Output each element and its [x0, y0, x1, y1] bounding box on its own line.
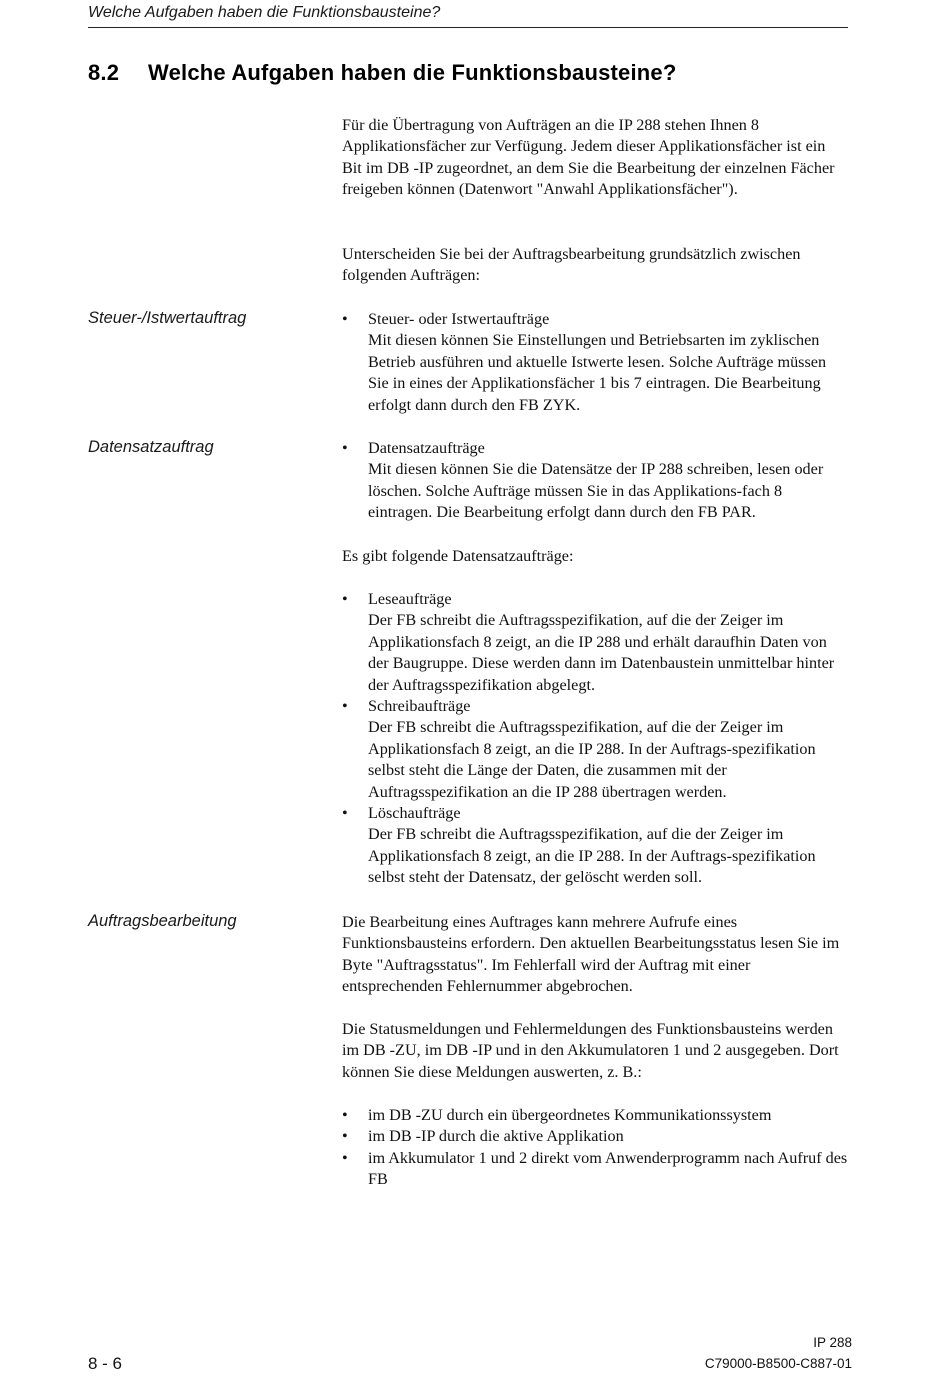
bearbeitung-paragraph-1	[342, 912, 848, 998]
list-item	[342, 1126, 848, 1147]
list-item	[342, 589, 848, 696]
datensatz-type-text: Der FB schreibt die Auftragsspezifikation, auf die der Zeiger im Applikationsfach 8 zeigt, an die IP 288. In der Auftrags-spezifikation selbst steht der Datensatz, der gelöscht werden soll.	[368, 825, 816, 887]
datensatz-intro	[342, 546, 848, 567]
intro-paragraph-2	[342, 244, 848, 287]
order-type-title: Datensatzaufträge	[368, 439, 485, 457]
datensatz-type-title: Löschaufträge	[368, 804, 461, 823]
order-type-title: Steuer- oder Istwertaufträge	[368, 310, 550, 328]
bearbeitung-bullet-text: im DB -ZU durch ein übergeordnetes Kommunikationssystem	[368, 1106, 772, 1124]
margin-label-datensatz: Datensatzauftrag	[88, 438, 214, 456]
footer-product: IP 288	[813, 1335, 852, 1350]
bullet-icon: •	[342, 804, 348, 823]
datensatz-type-list	[342, 589, 848, 889]
order-type-list-2	[342, 438, 848, 524]
bullet-icon: •	[342, 1106, 348, 1124]
margin-label-steuer: Steuer-/Istwertauftrag	[88, 309, 247, 327]
bullet-icon: •	[342, 1127, 348, 1146]
bullet-icon: •	[342, 310, 348, 328]
datensatz-type-text: Der FB schreibt die Auftragsspezifikation, auf die der Zeiger im Applikationsfach 8 zeigt, an die IP 288 und erhält daraufhin Daten von der Baugruppe. Diese werden dann im Datenbaustein unmittelbar hinter der Auftragsspezifikation abgelegt.	[368, 611, 835, 694]
list-item	[342, 438, 848, 524]
intro-paragraph-1	[342, 115, 848, 201]
list-item	[342, 803, 848, 889]
footer-doc-number: C79000-B8500-C887-01	[704, 1356, 852, 1371]
header-rule	[88, 27, 848, 28]
order-type-text: Mit diesen können Sie Einstellungen und Betriebsarten im zyklischen Betrieb ausführen und aktuelle Istwerte lesen. Solche Aufträge müssen Sie in eines der Applikationsfächer 1 bis 7 eintragen. Die Bearbeitung erfolgt dann durch den FB ZYK.	[368, 331, 827, 414]
bearbeitung-bullet-text: im Akkumulator 1 und 2 direkt vom Anwenderprogramm nach Aufruf des FB	[368, 1148, 848, 1189]
section-title	[88, 60, 677, 86]
order-type-text: Mit diesen können Sie die Datensätze der IP 288 schreiben, lesen oder löschen. Solche Aufträge müssen Sie in das Applikations-fach 8 eintragen. Die Bearbeitung erfolgt dann durch den FB PAR.	[368, 460, 824, 522]
margin-label-bearbeitung: Auftragsbearbeitung	[88, 912, 237, 930]
list-item	[342, 309, 848, 416]
bearbeitung-bullet-text: im DB -IP durch die aktive Applikation	[368, 1127, 624, 1146]
datensatz-type-title: Leseaufträge	[368, 590, 452, 608]
datensatz-type-text: Der FB schreibt die Auftragsspezifikation, auf die der Zeiger im Applikationsfach 8 zeigt, an die IP 288. In der Auftrags-spezifikation selbst steht die Länge der Daten, die zusammen mit der Auftragsspezifikation an die IP 288 übertragen werden.	[368, 718, 816, 801]
page-number: 8 - 6	[88, 1354, 123, 1373]
bullet-icon: •	[342, 1148, 348, 1167]
list-item	[342, 1148, 848, 1191]
intro-text-2: Unterscheiden Sie bei der Auftragsbearbeitung grundsätzlich zwischen folgenden Aufträgen:	[342, 245, 801, 285]
running-header: Welche Aufgaben haben die Funktionsbausteine?	[88, 4, 441, 21]
datensatz-type-title: Schreibaufträge	[368, 697, 471, 716]
bearbeitung-text-2: Die Statusmeldungen und Fehlermeldungen des Funktionsbausteins werden im DB -ZU, im DB -IP und in den Akkumulatoren 1 und 2 ausgegeben. Dort können Sie diese Meldungen auswerten, z. B.:	[342, 1020, 839, 1081]
list-item	[342, 1105, 848, 1126]
order-type-list-1	[342, 309, 848, 416]
bullet-icon: •	[342, 697, 348, 716]
bearbeitung-text-1: Die Bearbeitung eines Auftrages kann mehrere Aufrufe eines Funktionsbausteins erfordern. Den aktuellen Bearbeitungsstatus lesen Sie im Byte "Auftragsstatus". Im Fehlerfall wird der Auftrag mit einer entsprechenden Fehlernummer abgebrochen.	[342, 913, 840, 996]
bearbeitung-paragraph-2	[342, 1019, 848, 1083]
section-number: 8.2	[88, 60, 120, 85]
bearbeitung-list	[342, 1105, 848, 1191]
bullet-icon: •	[342, 590, 348, 608]
list-item	[342, 696, 848, 803]
section-title-text: Welche Aufgaben haben die Funktionsbausteine?	[148, 60, 677, 85]
bullet-icon: •	[342, 439, 348, 457]
intro-text-1: Für die Übertragung von Aufträgen an die IP 288 stehen Ihnen 8 Applikationsfächer zur Verfügung. Jedem dieser Applikationsfächer ist ein Bit im DB -IP zugeordnet, an dem Sie die Bearbeitung der einzelnen Fächer freigeben können (Datenwort "Anwahl Applikationsfächer").	[342, 116, 835, 199]
datensatz-intro-text: Es gibt folgende Datensatzaufträge:	[342, 547, 574, 565]
